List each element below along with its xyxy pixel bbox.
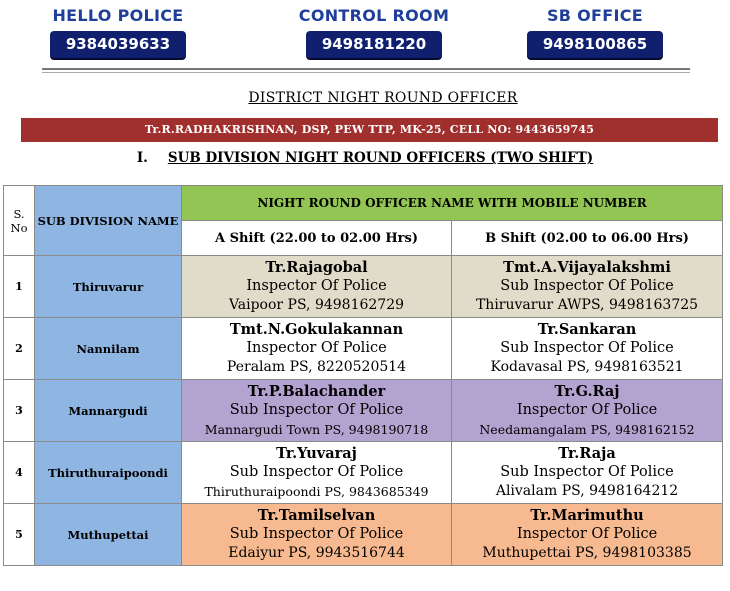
officer-rank: Sub Inspector Of Police [500,278,674,294]
officer-group-header: NIGHT ROUND OFFICER NAME WITH MOBILE NUMBER [182,186,723,221]
officer-station: Thiruthuraipoondi PS, 9843685349 [204,484,429,499]
officer-name: Tr.Sankaran [537,321,637,338]
shift-a-officer [182,256,452,318]
officer-name: Tr.P.Balachander [247,383,386,400]
control-room-contact [284,6,464,58]
header-divider-thin [42,72,690,73]
officer-name: Tr.Marimuthu [530,507,644,524]
section-numeral: I. [136,150,148,166]
officer-name: Tr.Tamilselvan [257,507,376,524]
shift-b-header: B Shift (02.00 to 06.00 Hrs) [452,221,723,256]
hello-police-label: HELLO POLICE [52,6,184,25]
officer-rank: Inspector Of Police [246,278,387,294]
row-subdivision: Thiruthuraipoondi [35,442,182,504]
sb-office-label: SB OFFICE [546,6,644,25]
row-sno: 2 [4,318,35,380]
table-row [4,256,723,318]
officer-name: Tmt.A.Vijayalakshmi [503,259,671,276]
officer-rank: Sub Inspector Of Police [229,526,404,542]
row-subdivision: Mannargudi [35,380,182,442]
row-subdivision: Muthupettai [35,504,182,566]
sb-office-contact [505,6,685,58]
officer-station: Alivalam PS, 9498164212 [495,483,679,499]
officer-station: Edaiyur PS, 9943516744 [228,545,405,561]
officer-station: Needamangalam PS, 9498162152 [479,422,695,437]
table-row [4,504,723,566]
control-room-number: 9498181220 [306,31,442,58]
sb-office-number: 9498100865 [527,31,663,58]
district-officer-banner: Tr.R.RADHAKRISHNAN, DSP, PEW TTP, MK-25, CELL NO: 9443659745 [21,118,718,142]
night-round-table [3,185,723,566]
district-title: DISTRICT NIGHT ROUND OFFICER [248,90,518,106]
shift-a-header: A Shift (22.00 to 02.00 Hrs) [182,221,452,256]
shift-b-officer [452,504,723,566]
officer-name: Tr.Raja [558,445,616,462]
section-title-text: SUB DIVISION NIGHT ROUND OFFICERS (TWO SHIFT) [167,150,594,166]
officer-name: Tmt.N.Gokulakannan [229,321,404,338]
officer-station: Mannargudi Town PS, 9498190718 [204,422,429,437]
subdivision-header: SUB DIVISION NAME [35,186,182,256]
officer-station: Kodavasal PS, 9498163521 [490,359,684,375]
row-subdivision: Nannilam [35,318,182,380]
officer-station: Peralam PS, 8220520514 [226,359,407,375]
officer-rank: Sub Inspector Of Police [229,402,404,418]
row-sno: 5 [4,504,35,566]
shift-a-officer [182,380,452,442]
officer-rank: Sub Inspector Of Police [500,340,674,356]
header-divider [42,68,690,70]
officer-rank: Inspector Of Police [516,526,658,542]
officer-station: Thiruvarur AWPS, 9498163725 [475,297,699,313]
table-row [4,442,723,504]
shift-b-officer [452,380,723,442]
hello-police-contact [28,6,208,58]
shift-b-officer [452,256,723,318]
officer-name: Tr.Rajagobal [265,259,368,276]
row-subdivision: Thiruvarur [35,256,182,318]
officer-rank: Sub Inspector Of Police [229,464,404,480]
officer-rank: Inspector Of Police [246,340,387,356]
row-sno: 3 [4,380,35,442]
shift-a-officer [182,442,452,504]
officer-rank: Sub Inspector Of Police [500,464,674,480]
table-row [4,318,723,380]
hello-police-number: 9384039633 [50,31,186,58]
officer-station: Muthupettai PS, 9498103385 [482,545,692,561]
table-row [4,380,723,442]
control-room-label: CONTROL ROOM [298,6,450,25]
row-sno: 1 [4,256,35,318]
officer-name: Tr.G.Raj [554,383,620,400]
sno-header: S. No [4,186,35,256]
shift-b-officer [452,318,723,380]
section-title [0,150,730,166]
contact-header [0,0,730,72]
row-sno: 4 [4,442,35,504]
officer-name: Tr.Yuvaraj [276,445,357,462]
officer-rank: Inspector Of Police [516,402,658,418]
officer-station: Vaipoor PS, 9498162729 [228,297,405,313]
shift-a-officer [182,504,452,566]
shift-b-officer [452,442,723,504]
shift-a-officer [182,318,452,380]
